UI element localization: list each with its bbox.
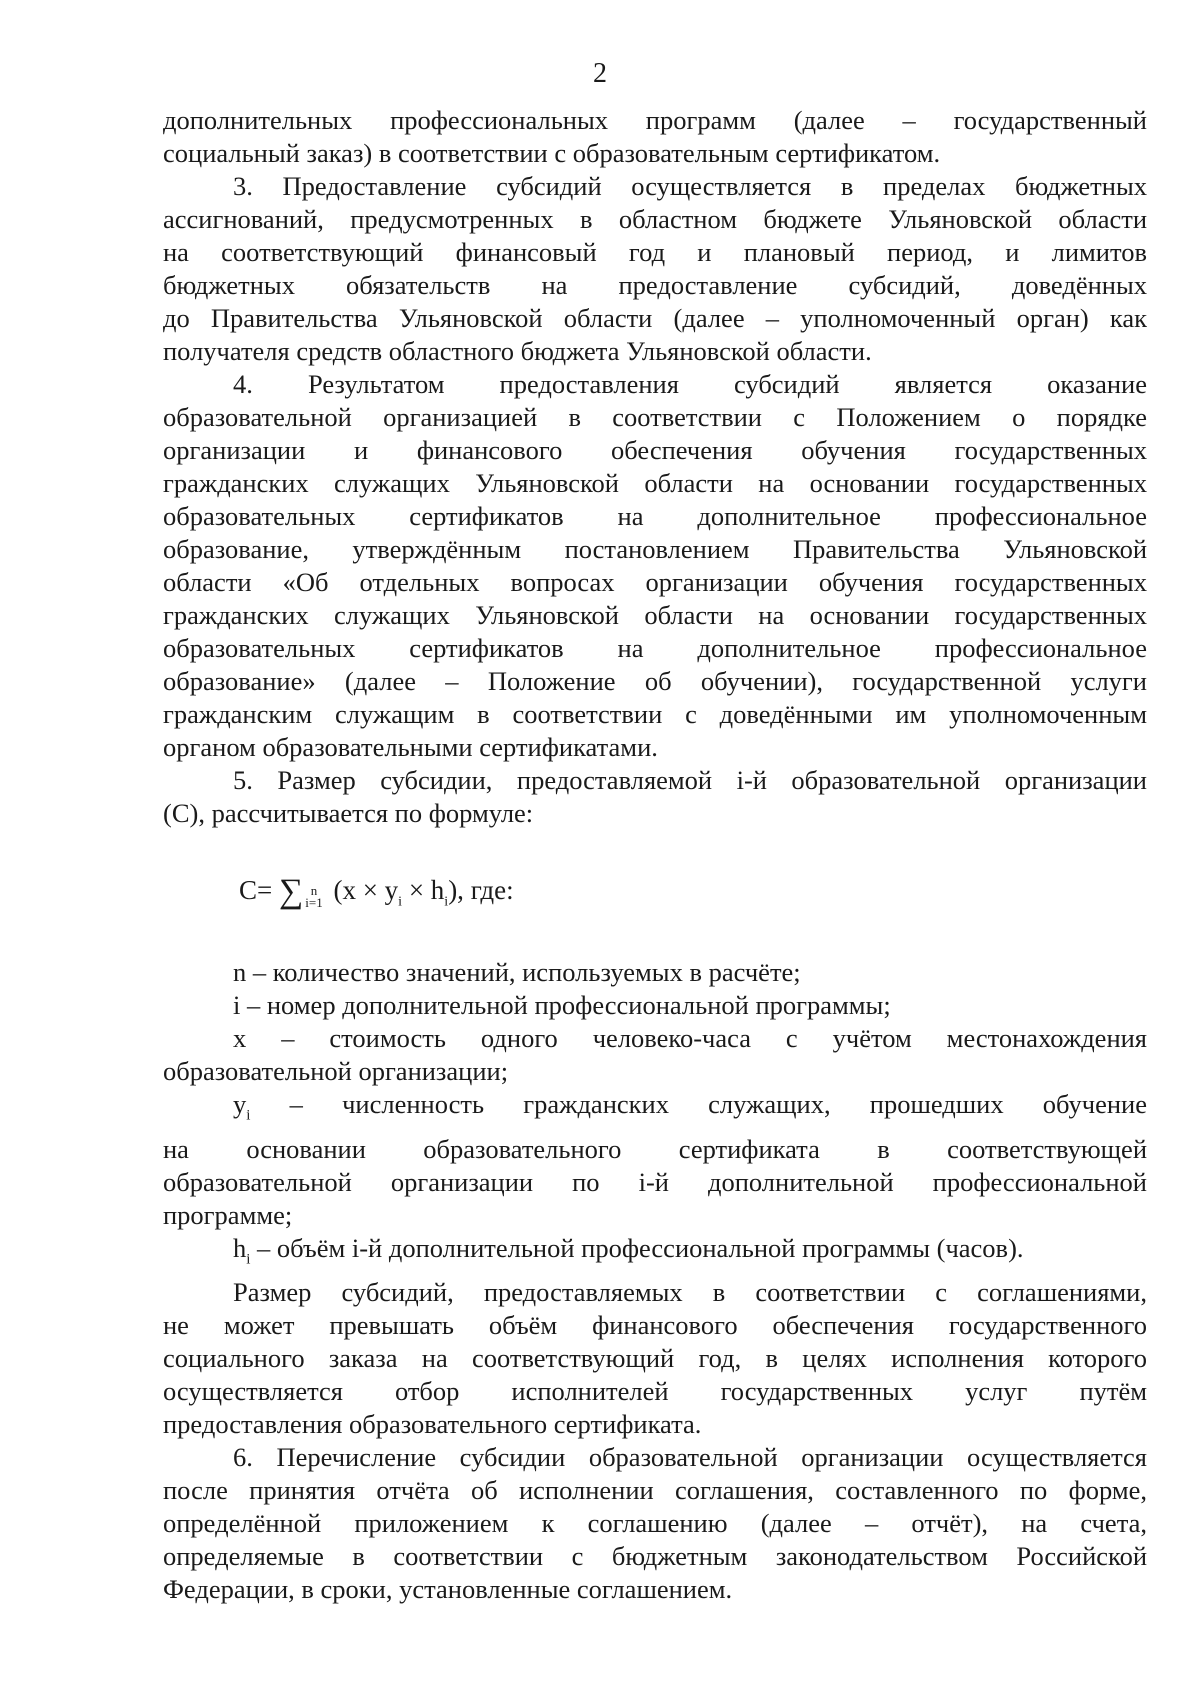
text-line: не может превышать объём финансового обеспечения государственного [163,1309,1147,1340]
y-subscript: i [246,1107,251,1124]
text-line: организации и финансового обеспечения обучения государственных [163,435,1147,465]
text-line: предоставления образовательного сертификата. [163,1408,702,1439]
text-line: образование, утверждённым постановлением Правительства Ульяновской [163,534,1147,564]
formula-equals: = [257,875,273,905]
text-line [163,1232,1147,1276]
formula-body-open: (x × y [333,875,399,905]
text-line: 3. Предоставление субсидий осуществляется в пределах бюджетных [233,171,1147,201]
text-line: получателя средств областного бюджета Ульяновской области. [163,336,872,366]
text-line: определяемые в соответствии с бюджетным законодательством Российской [163,1540,1147,1571]
text-line: гражданских служащих Ульяновской области на основании государственных [163,600,1147,630]
text-line: социального заказа на соответствующий год, в целях исполнения которого [163,1342,1147,1373]
text-line: на основании образовательного сертификата в соответствующей [163,1133,1147,1164]
sum-upper-limit: n [310,883,318,898]
formula-subscript: i [398,894,403,910]
definition-h [163,1232,1147,1276]
formula-body-close: ), [448,875,464,905]
paragraph-subsidy-size [163,1276,1147,1441]
text-line: (С), рассчитывается по формуле: [163,798,534,828]
definition-y [163,1088,1147,1231]
text-line: социальный заказ) в соответствии с образовательным сертификатом. [163,138,941,168]
text-line: на соответствующий финансовый год и плановый период, и лимитов [163,237,1147,267]
text-line: до Правительства Ульяновской области (далее – уполномоченный орган) как [163,303,1147,333]
text-line: образовательной организации; [163,1056,509,1087]
text-line: гражданским служащим в соответствии с доведёнными им уполномоченным [163,699,1147,729]
text-line: после принятия отчёта об исполнении соглашения, составленного по форме, [163,1474,1147,1505]
y-symbol: y [233,1089,247,1120]
sum-limits [305,885,322,909]
definition-i [163,989,1147,1022]
text-line: образовательной организации по i-й дополнительной профессиональной [163,1166,1147,1197]
paragraph-6 [163,1441,1147,1606]
text-line: определённой приложением к соглашению (далее – отчёт), на счета, [163,1507,1147,1538]
formula-times-h: × h [402,875,445,905]
h-symbol: h [233,1232,247,1263]
text-line: бюджетных обязательств на предоставление субсидий, доведённых [163,270,1147,300]
text-line: i – номер дополнительной профессиональной программы; [233,990,891,1021]
subsidy-formula [239,872,1147,920]
paragraph-3 [163,170,1147,368]
text-line: гражданских служащих Ульяновской области на основании государственных [163,468,1147,498]
paragraph-intro [163,104,1147,170]
definition-n [163,956,1147,989]
definition-x [163,1022,1147,1088]
sum-lower-limit: i=1 [305,895,323,910]
text-line: n – количество значений, используемых в расчёте; [233,957,801,988]
text-line: 5. Размер субсидии, предоставляемой i-й образовательной организации [233,765,1147,795]
text-line: образовательных сертификатов на дополнительное профессиональное [163,501,1147,531]
text-line: x – стоимость одного человеко-часа с учётом местонахождения [233,1023,1147,1054]
sum-symbol: ∑ [279,873,304,910]
h-definition-text: – объём i-й дополнительной профессиональной программы (часов). [250,1232,1024,1263]
formula-subscript: i [444,894,449,910]
page-number: 2 [593,58,607,89]
text-line: образовательной организацией в соответствии с Положением о порядке [163,402,1147,432]
text-line: образовательных сертификатов на дополнительное профессиональное [163,633,1147,663]
text-line: образование» (далее – Положение об обучении), государственной услуги [163,666,1147,696]
h-subscript: i [246,1250,251,1267]
paragraph-4 [163,368,1147,764]
text-line: 6. Перечисление субсидии образовательной организации осуществляется [233,1441,1147,1472]
text-line: органом образовательными сертификатами. [163,732,658,762]
paragraph-5 [163,764,1147,830]
text-line [163,1088,1147,1132]
text-line: Размер субсидий, предоставляемых в соответствии с соглашениями, [233,1276,1147,1307]
text-line: программе; [163,1199,293,1230]
y-definition-text: – численность гражданских служащих, прошедших обучение [250,1089,1147,1120]
text-line: области «Об отдельных вопросах организации обучения государственных [163,567,1147,597]
formula-where: где: [463,875,514,905]
text-line: осуществляется отбор исполнителей государственных услуг путём [163,1375,1147,1406]
formula-lhs: С [239,875,258,905]
text-line: 4. Результатом предоставления субсидий является оказание [233,369,1147,399]
text-line: дополнительных профессиональных программ (далее – государственный [163,105,1147,135]
document-body [163,104,1147,1606]
text-line: ассигнований, предусмотренных в областном бюджете Ульяновской области [163,204,1147,234]
text-line: Федерации, в сроки, установленные соглашением. [163,1573,733,1604]
